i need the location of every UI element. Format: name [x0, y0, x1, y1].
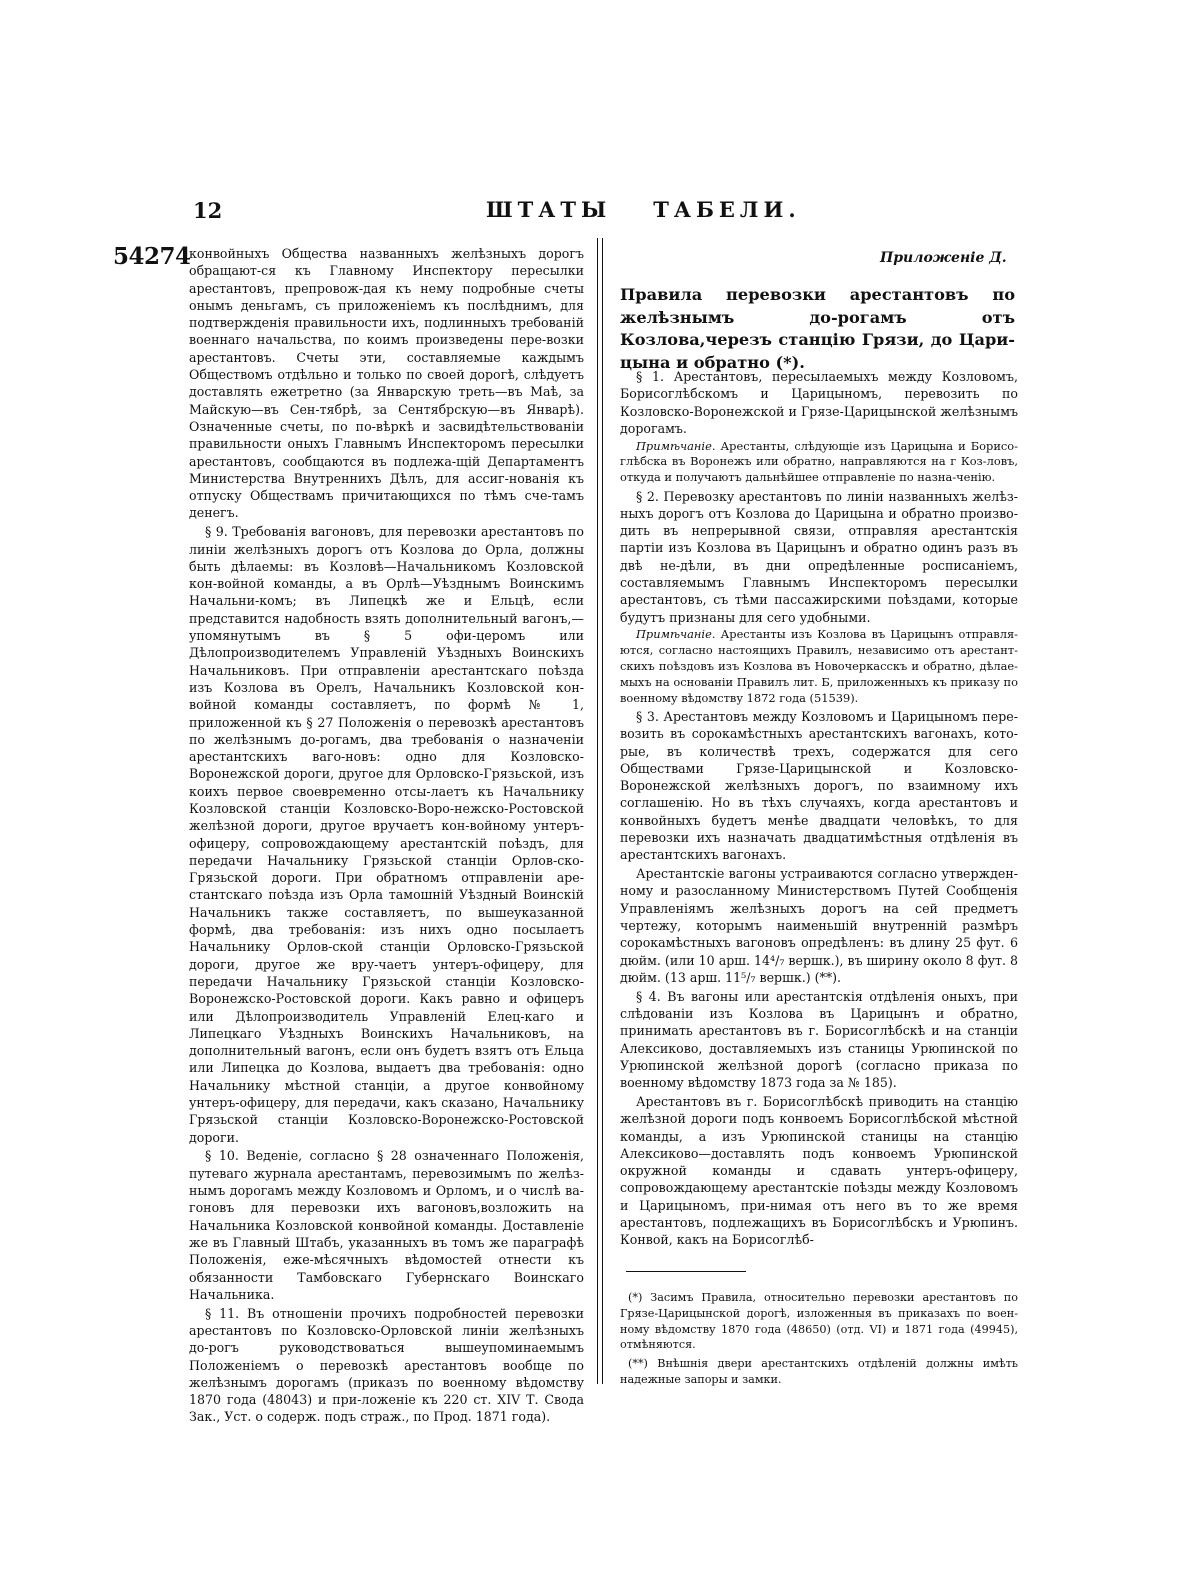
right-section-4: § 4. Въ вагоны или арестантскія отдѣленія оныхъ, при слѣдованіи изъ Козлова въ Царицынъ и обратно, принимать арестантовъ въ г. Борисоглѣбскѣ и на станціи Алексиково, доставляемыхъ изъ станицы Урюпинской по Урюпинской желѣзной дорогѣ (согласно приказа по военному вѣдомству 1873 года за № 185). [620, 988, 1018, 1091]
document-number: 54274 [113, 243, 191, 270]
right-section-3-continued: Арестантскіе вагоны устраиваются согласно утвержден-ному и разосланному Министерствомъ Путей Сообщенія Управленіямъ желѣзныхъ дорогъ на сей предметъ чертежу, которымъ наименьшій внутренній размѣръ сорокамѣстныхъ вагоновъ опредѣленъ: въ длину 25 фут. 6 дюйм. (или 10 арш. 14⁴/₇ вершк.), въ ширину около 8 фут. 8 дюйм. (13 арш. 11⁵/₇ вершк.) (**). [620, 866, 1018, 985]
rules-title: Правила перевозки арестантовъ по желѣзнымъ до-рогамъ отъ Козлова,черезъ станцію Грязи, до Цари-цына и обратно (*). [620, 285, 1015, 372]
right-section-4-continued: Арестантовъ въ г. Борисоглѣбскѣ приводить на станцію желѣзной дороги подъ конвоемъ Борисоглѣбской мѣстной команды, а изъ Урюпинской станицы на станцію Алексиково—доставлять подъ конвоемъ Урюпинской окружной команды и сдавать унтеръ-офицеру, сопровождающему арестантскіе поѣзды между Козловомъ и Царицыномъ, при-нимая отъ него въ то же время арестантовъ, подлежащихъ въ Борисоглѣбскъ и Урюпинъ. Конвой, какъ на Борисоглѣб- [620, 1093, 1018, 1248]
right-section-3: § 3. Арестантовъ между Козловомъ и Царицыномъ пере-возить въ сорокамѣстныхъ арестантскихъ вагонахъ, кото-рые, въ количествѣ трехъ, содержатся для сего Обществами Грязе-Царицынской и Козловско-Воронежской желѣзныхъ дорогъ, по взаимному ихъ соглашенію. Но въ тѣхъ случаяхъ, когда арестантовъ и конвойныхъ будетъ менѣе двадцати человѣкъ, то для перевозки ихъ назначать двадцатимѣстныя отдѣленія въ арестантскихъ вагонахъ. [620, 708, 1018, 863]
note-1-label: Примѣчаніе. [636, 438, 716, 453]
right-note-2 [620, 627, 1018, 706]
left-paragraph-section-10: § 10. Веденіе, согласно § 28 означеннаго Положенія, путеваго журнала арестантамъ, перевозимымъ по желѣз-нымъ дорогамъ между Козловомъ и Орломъ, и о числѣ ва-гоновъ для перевозки ихъ вагоновъ,возложить на Начальника Козловской конвойной команды. Доставленіе же въ Главный Штабъ, указанныхъ въ томъ же параграфѣ Положенія, еже-мѣсячныхъ вѣдомостей отнести къ обязанности Тамбовскаго Губернскаго Воинскаго Начальника. [189, 1148, 584, 1302]
footnote-2: (**) Внѣшнія двери арестантскихъ отдѣленій должны имѣть надежные запоры и замки. [620, 1357, 1018, 1386]
right-section-2: § 2. Перевозку арестантовъ по линіи названныхъ желѣз-ныхъ дорогъ отъ Козлова до Царицына и обратно произво-дить въ непрерывной связи, отправляя арестантскія партіи изъ Козлова въ Царицынъ и обратно одинъ разъ въ двѣ не-дѣли, въ дни опредѣленные росписаніемъ, составляемымъ Главнымъ Инспекторомъ пересылки арестантовъ, съ тѣми пассажирскими поѣздами, которые будутъ признаны для сего удобными. [620, 488, 1018, 625]
column-divider [597, 238, 603, 1384]
right-note-1 [620, 439, 1018, 486]
appendix-label: Приложеніе Д. [880, 250, 1007, 266]
right-column [620, 368, 1018, 1250]
left-paragraph-section-11: § 11. Въ отношеніи прочихъ подробностей перевозки арестантовъ по Козловско-Орловской линіи желѣзныхъ до-рогъ руководствоваться вышеупоминаемымъ Положеніемъ о перевозкѣ арестантовъ вообще по желѣзнымъ дорогамъ (приказъ по военному вѣдомству 1870 года (48043) и при-ложеніе къ 220 ст. XIV Т. Свода Зак., Уст. о содерж. подъ страж., по Прод. 1871 года). [189, 1305, 584, 1425]
running-head-word-2: ТАБЕЛИ. [653, 197, 801, 222]
note-2-text: Арестанты изъ Козлова въ Царицынъ отправля-ются, согласно настоящихъ Правилъ, независимо отъ арестант-скихъ поѣздовъ изъ Козлова въ Новочеркасскъ и обратно, дѣлае-мыхъ на основаніи Правилъ лит. Б, приложенныхъ къ приказу по военному вѣдомству 1872 года (51539). [620, 627, 1018, 705]
page-number: 12 [193, 198, 223, 223]
left-paragraph-section-9: § 9. Требованія вагоновъ, для перевозки арестантовъ по линіи желѣзныхъ дорогъ отъ Козлова до Орла, должны быть дѣлаемы: въ Козловѣ—Начальникомъ Козловской кон-войной команды, а въ Орлѣ—Уѣзднымъ Воинскимъ Начальни-комъ; въ Липецкѣ же и Ельцѣ, если представится надобность взять дополнительный вагонъ,—упомянутымъ въ § 5 офи-церомъ или Дѣлопроизводителемъ Управленій Уѣздныхъ Воинскихъ Начальниковъ. При отправленіи арестантскаго поѣзда изъ Козлова въ Орелъ, Начальникъ Козловской кон-войной команды составляетъ, по формѣ № 1, приложенной къ § 27 Положенія о перевозкѣ арестантовъ по желѣзнымъ до-рогамъ, два требованія о назначеніи арестантскихъ ваго-новъ: одно для Козловско-Воронежской дороги, другое для Орловско-Грязьской, изъ коихъ первое своевременно отсы-лаетъ къ Начальнику Козловской станціи Козловско-Воро-нежско-Ростовской желѣзной дороги, другое вручаетъ кон-войному унтеръ-офицеру, сопровождающему арестантскій поѣздъ, для передачи Начальнику Грязьской станціи Орлов-ско-Грязьской дороги. При обратномъ отправленіи аре-стантскаго поѣзда изъ Орла тамошній Уѣздный Воинскій Начальникъ также составляетъ, по вышеуказанной формѣ, два требованія: изъ нихъ одно посылаетъ Начальнику Орлов-ской станціи Орловско-Грязьской дороги, другое же вру-чаетъ унтеръ-офицеру, для передачи Начальнику Грязьской станціи Козловско-Воронежско-Ростовской дороги. Какъ равно и офицеръ или Дѣлопроизводитель Управленій Елец-каго и Липецкаго Уѣздныхъ Воинскихъ Начальниковъ, на дополнительный вагонъ, если онъ будетъ взятъ отъ Ельца или Липецка до Козлова, выдаетъ два требованія: одно Начальнику мѣстной станціи, а другое конвойному унтеръ-офицеру, для передачи, какъ сказано, Начальнику Грязьской станціи Козловско-Воронежско-Ростовской дороги. [189, 524, 584, 1145]
note-1-text: Арестанты, слѣдующіе изъ Царицына и Борисо-глѣбска въ Воронежъ или обратно, направляются на г Коз-ловъ, откуда и получаютъ дальнѣйшее отправленіе по назна-ченію. [620, 438, 1018, 485]
note-2-label: Примѣчаніе. [636, 627, 716, 642]
running-head [486, 197, 801, 222]
footnote-rule [626, 1271, 746, 1272]
left-column [189, 245, 584, 1427]
running-head-word-1: ШТАТЫ [486, 197, 612, 222]
footnote-1: (*) Засимъ Правила, относительно перевозки арестантовъ по Грязе-Царицынской дорогѣ, изложенныя въ приказахъ по воен-ному вѣдомству 1870 года (48650) (отд. VI) и 1871 года (49945), отмѣняются. [620, 1291, 1018, 1352]
right-section-1: § 1. Арестантовъ, пересылаемыхъ между Козловомъ, Борисоглѣбскомъ и Царицыномъ, перевозить по Козловско-Воронежской и Грязе-Царицынской желѣзнымъ дорогамъ. [620, 369, 1018, 436]
footnotes [620, 1290, 1018, 1391]
left-paragraph-1: конвойныхъ Общества названныхъ желѣзныхъ дорогъ обращают-ся къ Главному Инспектору пересылки арестантовъ, препровож-дая къ нему подробные счеты онымъ деньгамъ, съ приложеніемъ къ послѣднимъ, для подтвержденія правильности ихъ, подлинныхъ требованій военнаго начальства, по коимъ произведены пере-возки арестантовъ. Счеты эти, составляемые каждымъ Обществомъ отдѣльно и только по своей дорогѣ, слѣдуетъ доставлять ежетретно (за Январскую треть—въ Маѣ, за Майскую—въ Сен-тябрѣ, за Сентябрскую—въ Январѣ). Означенные счеты, по по-вѣркѣ и засвидѣтельствованіи правильности оныхъ Главнымъ Инспекторомъ пересылки арестантовъ, сообщаются въ подлежа-щій Департаментъ Министерства Внутреннихъ Дѣлъ, для ассиг-нованія къ отпуску Обществамъ причитающихся по тѣмъ сче-тамъ денегъ. [189, 246, 584, 521]
